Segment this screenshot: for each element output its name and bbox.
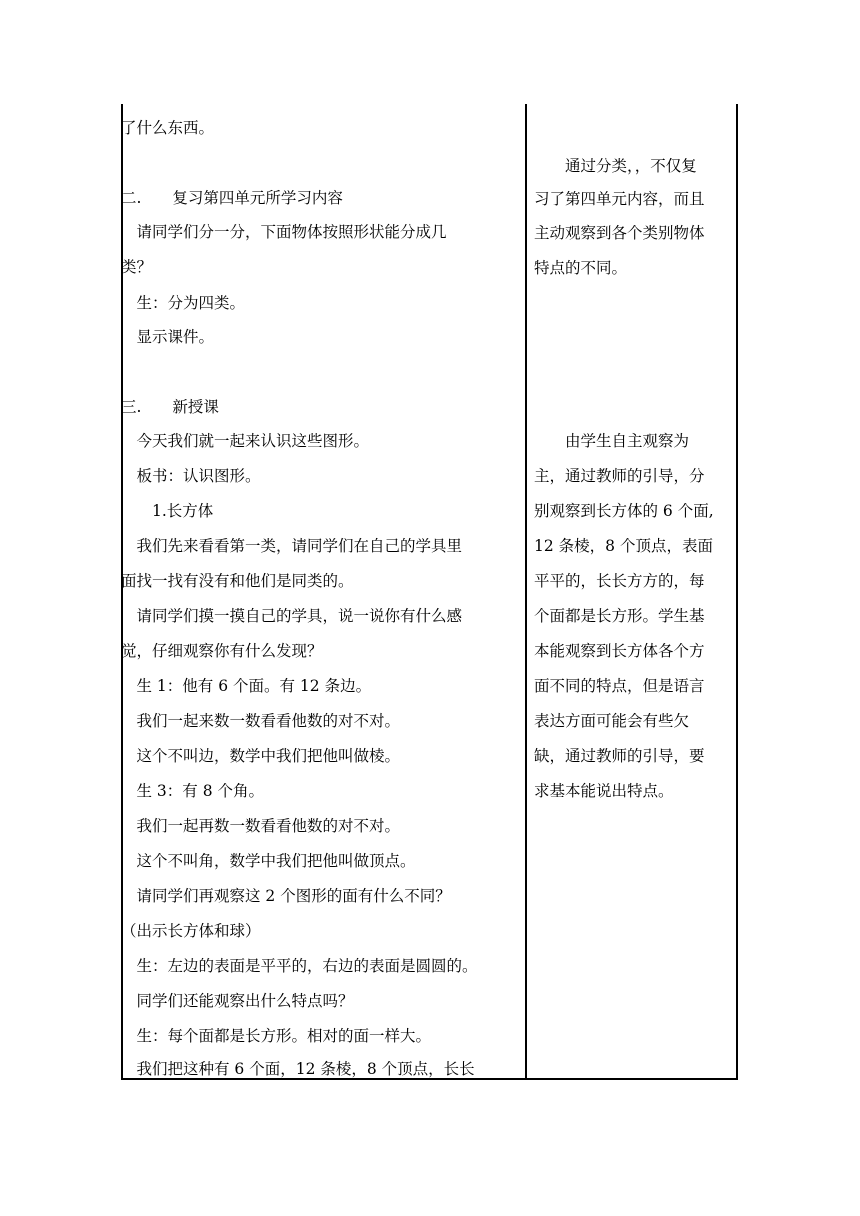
right-line: 主，通过教师的引导，分 — [534, 467, 705, 485]
right-line: 习了第四单元内容，而且 — [534, 190, 705, 208]
left-line: 生：左边的表面是平平的，右边的表面是圆圆的。 — [121, 957, 478, 975]
right-line: 个面都是长方形。学生基 — [534, 607, 705, 625]
right-line: 平平的，长长方方的，每 — [534, 572, 705, 590]
left-line: 生 3：有 8 个角。 — [121, 782, 265, 800]
right-line: 12 条棱，8 个顶点，表面 — [534, 537, 713, 555]
right-line: 特点的不同。 — [534, 259, 628, 277]
left-line: 板书：认识图形。 — [121, 467, 261, 485]
left-line: 这个不叫边，数学中我们把他叫做棱。 — [121, 747, 401, 765]
right-line: 表达方面可能会有些欠 — [534, 712, 690, 730]
left-line: 这个不叫角，数学中我们把他叫做顶点。 — [121, 852, 416, 870]
left-line: （出示长方体和球） — [121, 922, 261, 940]
lesson-table — [121, 104, 737, 1079]
right-line: 面不同的特点，但是语言 — [534, 677, 705, 695]
left-line: 今天我们就一起来认识这些图形。 — [121, 432, 370, 450]
right-line: 缺，通过教师的引导，要 — [534, 747, 705, 765]
left-line: 我们一起来数一数看看他数的对不对。 — [121, 712, 401, 730]
left-line: 我们把这种有 6 个面，12 条棱，8 个顶点，长长 — [121, 1060, 475, 1078]
left-line: 请同学们摸一摸自己的学具，说一说你有什么感 — [121, 607, 463, 625]
subsection-heading: 1.长方体 — [121, 502, 214, 520]
left-line: 了什么东西。 — [121, 119, 215, 137]
section-heading-2: 二. 复习第四单元所学习内容 — [121, 189, 343, 207]
table-border-right — [736, 104, 738, 1079]
right-line: 通过分类，，不仅复 — [534, 157, 697, 175]
left-line: 显示课件。 — [121, 328, 215, 346]
left-line: 我们先来看看第一类，请同学们在自己的学具里 — [121, 537, 463, 555]
right-line: 求基本能说出特点。 — [534, 782, 674, 800]
right-line: 本能观察到长方体各个方 — [534, 642, 705, 660]
right-line: 别观察到长方体的 6 个面, — [534, 502, 714, 520]
table-column-divider — [525, 104, 527, 1079]
left-line: 我们一起再数一数看看他数的对不对。 — [121, 817, 401, 835]
left-line: 生 1：他有 6 个面。有 12 条边。 — [121, 677, 372, 695]
section-heading-3: 三. 新授课 — [121, 398, 219, 416]
left-line: 生：每个面都是长方形。相对的面一样大。 — [121, 1027, 432, 1045]
left-line: 请同学们分一分，下面物体按照形状能分成几 — [121, 223, 447, 241]
left-line: 觉，仔细观察你有什么发现？ — [121, 642, 323, 660]
left-line: 同学们还能观察出什么特点吗？ — [121, 992, 354, 1010]
left-line: 生：分为四类。 — [121, 294, 246, 312]
right-line: 由学生自主观察为 — [534, 432, 690, 450]
right-line: 主动观察到各个类别物体 — [534, 224, 705, 242]
left-line: 类？ — [121, 258, 153, 276]
left-line: 请同学们再观察这 2 个图形的面有什么不同？ — [121, 887, 451, 905]
left-line: 面找一找有没有和他们是同类的。 — [121, 572, 354, 590]
